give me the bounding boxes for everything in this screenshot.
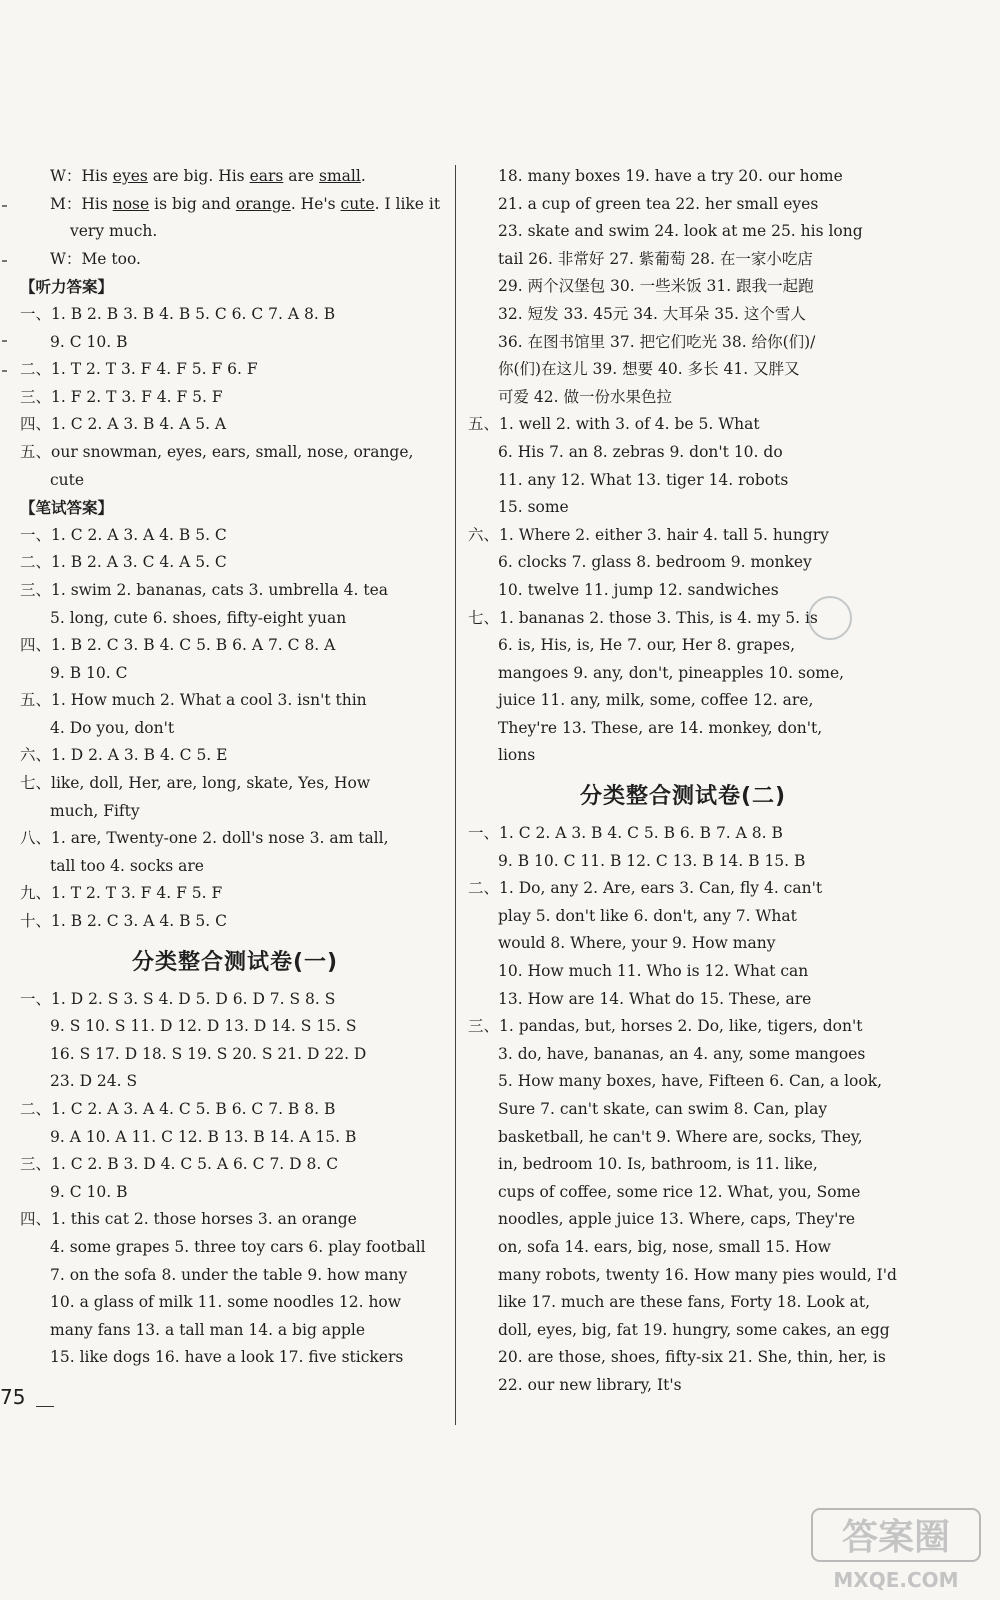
answer-line: 22. our new library, It's <box>498 1375 682 1394</box>
underlined-word: ears <box>249 167 284 185</box>
answer-line: 6. clocks 7. glass 8. bedroom 9. monkey <box>498 553 812 572</box>
answer-line: 5. How many boxes, have, Fifteen 6. Can, a look, <box>498 1072 883 1091</box>
dialogue-text: . I like it <box>374 194 441 213</box>
edge-mark <box>2 205 7 207</box>
page-number: 75 <box>0 1385 26 1409</box>
section-five-answers <box>468 411 898 521</box>
answer-line: 16. S 17. D 18. S 19. S 20. S 21. D 22. D <box>50 1044 367 1063</box>
answer-line: 二、1. C 2. A 3. A 4. C 5. B 6. C 7. B 8. B <box>20 1100 336 1118</box>
answer-line: basketball, he can't 9. Where are, socks, They, <box>498 1127 863 1146</box>
watermark-url: MXQE.COM <box>833 1568 959 1592</box>
writing-answers <box>20 522 450 936</box>
dialogue-text: Me too. <box>81 249 141 268</box>
dialogue-line <box>20 163 450 191</box>
dialogue-text: very much. <box>70 222 158 241</box>
answer-line: 三、1. F 2. T 3. F 4. F 5. F <box>20 387 223 406</box>
answer-line: 五、our snowman, eyes, ears, small, nose, orange, <box>20 442 414 461</box>
answer-line: 九、1. T 2. T 3. F 4. F 5. F <box>20 884 223 903</box>
stamp-mark <box>808 596 852 640</box>
underlined-word: eyes <box>112 167 148 185</box>
answer-line: Sure 7. can't skate, can swim 8. Can, play <box>498 1100 828 1118</box>
dialogue-text: . He's <box>290 194 341 213</box>
answer-line: cups of coffee, some rice 12. What, you, Some <box>498 1182 861 1201</box>
underlined-word: cute <box>340 194 375 213</box>
edge-mark <box>2 370 7 372</box>
listening-answers <box>20 301 450 494</box>
dialogue-speaker: W： <box>50 249 82 268</box>
answer-line: 六、1. Where 2. either 3. hair 4. tall 5. hungry <box>468 525 829 544</box>
answer-line: 一、1. C 2. A 3. A 4. B 5. C <box>20 525 227 544</box>
answer-line: 6. is, His, is, He 7. our, Her 8. grapes, <box>498 636 796 655</box>
listening-answers-header: 【听力答案】 <box>20 277 114 297</box>
answer-line: tail 26. 非常好 27. 紫葡萄 28. 在一家小吃店 <box>498 249 813 268</box>
dialogue-text: His <box>81 194 113 213</box>
dialogue-text: . <box>360 167 366 185</box>
dialogue-line <box>20 218 450 246</box>
answer-line: on, sofa 14. ears, big, nose, small 15. How <box>498 1237 831 1256</box>
answer-line: 23. D 24. S <box>50 1072 138 1091</box>
dialogue-text: are big. His <box>147 167 250 185</box>
test2-answers <box>468 820 898 1399</box>
answer-line: 18. many boxes 19. have a try 20. our home <box>498 167 843 185</box>
answer-line: 六、1. D 2. A 3. B 4. C 5. E <box>20 746 228 765</box>
watermark-brand: 答案圈 <box>841 1517 951 1558</box>
answer-line: 20. are those, shoes, fifty-six 21. She, thin, her, is <box>498 1348 886 1367</box>
left-column <box>20 163 450 1372</box>
answer-line: mangoes 9. any, don't, pineapples 10. some, <box>498 663 845 682</box>
answer-line: 四、1. B 2. C 3. B 4. C 5. B 6. A 7. C 8. A <box>20 636 336 655</box>
answer-line: lions <box>498 746 536 765</box>
answer-line: tall too 4. socks are <box>50 856 204 875</box>
answer-line: They're 13. These, are 14. monkey, don't, <box>498 718 823 737</box>
answer-line: 五、1. How much 2. What a cool 3. isn't thin <box>20 691 367 710</box>
answer-line: 9. B 10. C 11. B 12. C 13. B 14. B 15. B <box>498 851 806 870</box>
answer-line: cute <box>50 470 85 489</box>
answer-line: 15. some <box>498 498 569 517</box>
answer-line: 4. some grapes 5. three toy cars 6. play football <box>50 1237 426 1256</box>
answer-line: in, bedroom 10. Is, bathroom, is 11. like, <box>498 1155 818 1174</box>
underlined-word: small <box>319 167 361 185</box>
answer-line: 11. any 12. What 13. tiger 14. robots <box>498 470 789 489</box>
answer-line: 八、1. are, Twenty-one 2. doll's nose 3. am tall, <box>20 829 389 848</box>
test1-title: 分类整合测试卷(一) <box>131 949 339 975</box>
answer-line: doll, eyes, big, fat 19. hungry, some cakes, an egg <box>498 1320 890 1339</box>
answer-line: like 17. much are these fans, Forty 18. Look at, <box>498 1293 871 1312</box>
answer-line: 可爱 42. 做一份水果色拉 <box>498 387 673 406</box>
answer-line: 二、1. B 2. A 3. C 4. A 5. C <box>20 553 227 572</box>
dialogue-text: are <box>283 167 320 185</box>
answer-line: 36. 在图书馆里 37. 把它们吃光 38. 给你(们)/ <box>498 332 816 351</box>
answer-line: 29. 两个汉堡包 30. 一些米饭 31. 跟我一起跑 <box>498 277 814 296</box>
answer-line: 三、1. swim 2. bananas, cats 3. umbrella 4. tea <box>20 580 389 599</box>
section-six-answers <box>468 522 898 605</box>
watermark-logo <box>810 1505 985 1595</box>
right-column <box>468 163 898 1400</box>
answer-line: noodles, apple juice 13. Where, caps, They're <box>498 1210 856 1229</box>
answer-line: 9. C 10. B <box>50 1182 128 1201</box>
answer-line: 十、1. B 2. C 3. A 4. B 5. C <box>20 912 227 931</box>
dialogue-line <box>20 246 450 274</box>
answer-line: 一、1. C 2. A 3. B 4. C 5. B 6. B 7. A 8. B <box>468 824 783 843</box>
test1-answers <box>20 986 450 1372</box>
answer-line: 3. do, have, bananas, an 4. any, some mangoes <box>498 1044 866 1063</box>
test2-title: 分类整合测试卷(二) <box>579 784 787 810</box>
answer-line: 32. 短发 33. 45元 34. 大耳朵 35. 这个雪人 <box>498 304 806 323</box>
underlined-word: nose <box>112 194 150 213</box>
dialogue-line <box>20 191 450 219</box>
answer-line: 9. B 10. C <box>50 663 128 682</box>
answer-line: 15. like dogs 16. have a look 17. five stickers <box>50 1348 404 1367</box>
writing-answers-header: 【笔试答案】 <box>20 498 114 518</box>
edge-mark <box>2 260 7 262</box>
answer-line: 二、1. Do, any 2. Are, ears 3. Can, fly 4. can't <box>468 879 823 898</box>
answer-line: play 5. don't like 6. don't, any 7. What <box>498 906 797 925</box>
dialogue-text: His <box>81 167 113 185</box>
answer-line: many robots, twenty 16. How many pies would, I'd <box>498 1265 897 1284</box>
answer-line: 一、1. B 2. B 3. B 4. B 5. C 6. C 7. A 8. B <box>20 304 336 323</box>
continued-answers <box>468 163 898 411</box>
answer-line: 七、1. bananas 2. those 3. This, is 4. my 5. is <box>468 608 818 627</box>
answer-line: many fans 13. a tall man 14. a big apple <box>50 1320 366 1339</box>
answer-line: 10. a glass of milk 11. some noodles 12. how <box>50 1293 402 1312</box>
answer-line: 9. C 10. B <box>50 332 128 351</box>
answer-line: much, Fifty <box>50 801 140 820</box>
answer-line: 10. twelve 11. jump 12. sandwiches <box>498 580 779 599</box>
answer-line: 你(们)在这儿 39. 想要 40. 多长 41. 又胖又 <box>498 360 800 379</box>
answer-line: 7. on the sofa 8. under the table 9. how many <box>50 1265 408 1284</box>
answer-line: 5. long, cute 6. shoes, fifty-eight yuan <box>50 608 347 627</box>
answer-line: 10. How much 11. Who is 12. What can <box>498 962 809 981</box>
answer-line: would 8. Where, your 9. How many <box>498 934 776 953</box>
page-number-dash <box>36 1406 54 1407</box>
underlined-word: orange <box>235 194 291 213</box>
answer-line: 4. Do you, don't <box>50 718 175 737</box>
answer-line: 五、1. well 2. with 3. of 4. be 5. What <box>468 415 760 434</box>
dialogue-speaker: M： <box>50 194 82 213</box>
answer-line: 9. A 10. A 11. C 12. B 13. B 14. A 15. B <box>50 1127 357 1146</box>
dialogue-speaker: W： <box>50 167 82 185</box>
answer-line: 二、1. T 2. T 3. F 4. F 5. F 6. F <box>20 360 258 379</box>
edge-mark <box>2 340 7 342</box>
answer-line: 四、1. this cat 2. those horses 3. an orange <box>20 1210 357 1229</box>
answer-line: 三、1. C 2. B 3. D 4. C 5. A 6. C 7. D 8. C <box>20 1155 339 1174</box>
column-divider <box>455 165 456 1425</box>
answer-line: 三、1. pandas, but, horses 2. Do, like, tigers, don't <box>468 1017 863 1036</box>
answer-line: 四、1. C 2. A 3. B 4. A 5. A <box>20 415 227 434</box>
answer-line: juice 11. any, milk, some, coffee 12. are, <box>498 691 814 710</box>
answer-line: 6. His 7. an 8. zebras 9. don't 10. do <box>498 442 783 461</box>
answer-line: 七、like, doll, Her, are, long, skate, Yes, How <box>20 774 371 793</box>
answer-line: 21. a cup of green tea 22. her small eyes <box>498 194 819 213</box>
dialogue-block <box>20 163 450 273</box>
answer-line: 23. skate and swim 24. look at me 25. his long <box>498 222 863 241</box>
dialogue-text: is big and <box>149 194 236 213</box>
answer-line: 9. S 10. S 11. D 12. D 13. D 14. S 15. S <box>50 1017 357 1036</box>
answer-line: 一、1. D 2. S 3. S 4. D 5. D 6. D 7. S 8. S <box>20 989 336 1008</box>
answer-line: 13. How are 14. What do 15. These, are <box>498 989 812 1008</box>
